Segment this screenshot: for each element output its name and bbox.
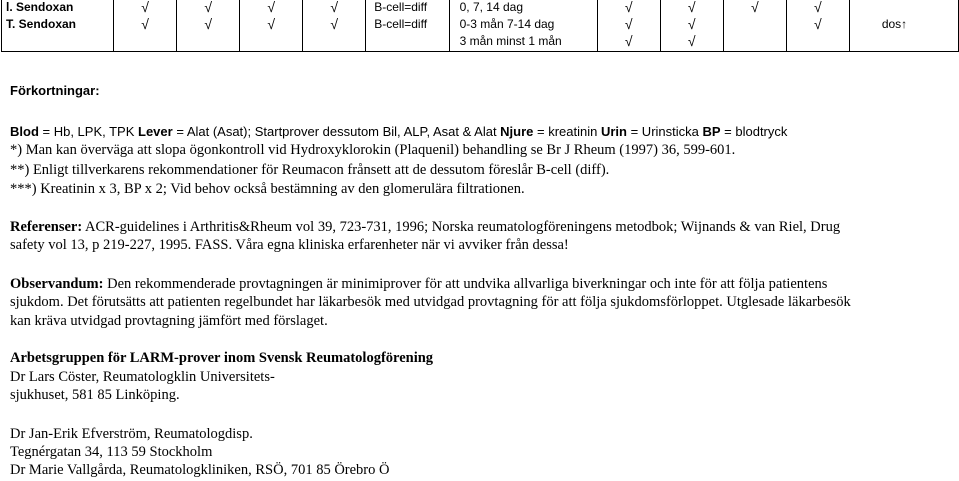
abbreviations-line	[10, 124, 787, 139]
check-cell: √	[660, 17, 723, 34]
footnote-line: *) Man kan överväga att slopa ögonkontroll vid Hydroxyklorokin (Plaquenil) behandling se Br J Rheum (1997) 36, 599-601.	[10, 142, 736, 158]
check-cell: √	[597, 34, 660, 52]
note-cell	[849, 0, 958, 17]
check-cell	[723, 34, 786, 52]
schedule-cell: 0, 7, 14 dag	[449, 0, 597, 17]
footnote-line: **) Enligt tillverkarens rekommendationer för Reumacon frånsett att de dessutom föreslår B-cell (diff).	[10, 162, 610, 178]
drug-cell: l. Sendoxan	[2, 0, 114, 17]
bcell-cell: B-cell=diff	[366, 0, 449, 17]
abbrev-text: = Alat (Asat); Startprover dessutom Bil, ALP, Asat & Alat	[172, 124, 501, 139]
check-cell: √	[660, 0, 723, 17]
check-cell	[786, 34, 849, 52]
observandum-label: Observandum:	[10, 276, 104, 292]
check-cell: √	[240, 17, 303, 34]
check-cell	[240, 34, 303, 52]
references-label: Referenser:	[10, 219, 83, 235]
footnote-line: ***) Kreatinin x 3, BP x 2; Vid behov också bestämning av den glomerulära filtrationen.	[10, 181, 525, 197]
check-cell: √	[114, 0, 177, 17]
abbrev-term: BP	[702, 124, 721, 139]
abbrev-term: Njure	[500, 124, 534, 139]
check-cell	[723, 17, 786, 34]
drug-cell	[2, 34, 114, 52]
check-cell: √	[786, 17, 849, 34]
table-row	[2, 34, 959, 52]
check-cell: √	[177, 17, 240, 34]
member-line: Tegnérgatan 34, 113 59 Stockholm	[10, 444, 213, 460]
monitoring-table	[1, 0, 959, 52]
check-cell: √	[660, 34, 723, 52]
check-cell: √	[303, 17, 366, 34]
observandum-line: kan kräva utvidgad provtagning jämfört med förslaget.	[10, 313, 328, 329]
check-cell	[114, 34, 177, 52]
abbrev-text: = Hb, LPK, TPK	[38, 124, 139, 139]
check-cell: √	[240, 0, 303, 17]
member-line: Dr Jan-Erik Efverström, Reumatologdisp.	[10, 426, 253, 442]
check-cell	[177, 34, 240, 52]
observandum-line: sjukdom. Det förutsätts att patienten regelbundet har läkarbesök med utvidgad provtagning för att följa sjukdomsförloppet. Utglesade läkarbesök	[10, 294, 851, 310]
references-text: ACR-guidelines i Arthritis&Rheum vol 39, 723-731, 1996; Norska reumatologföreningens metodbok; Wijnands & van Riel, Drug	[82, 219, 841, 235]
check-cell: √	[597, 17, 660, 34]
note-cell	[849, 34, 958, 52]
schedule-cell: 3 mån minst 1 mån	[449, 34, 597, 52]
abbrev-text: = blodtryck	[720, 124, 788, 139]
abbreviations-heading: Förkortningar:	[10, 83, 100, 98]
abbrev-term: Urin	[600, 124, 627, 139]
member-line: sjukhuset, 581 85 Linköping.	[10, 387, 180, 403]
schedule-cell: 0-3 mån 7-14 dag	[449, 17, 597, 34]
abbrev-term: Lever	[138, 124, 173, 139]
check-cell: √	[303, 0, 366, 17]
drug-cell: T. Sendoxan	[2, 17, 114, 34]
check-cell: √	[786, 0, 849, 17]
table-row	[2, 0, 959, 17]
abbrev-text: = Urinsticka	[626, 124, 703, 139]
check-cell	[303, 34, 366, 52]
references-line: safety vol 13, p 219-227, 1995. FASS. Våra egna kliniska erfarenheter när vi avviker från dessa!	[10, 237, 569, 253]
check-cell: √	[177, 0, 240, 17]
observandum-text: Den rekommenderade provtagningen är minimiprover för att undvika allvarliga biverkningar och inte för att följa patientens	[103, 276, 828, 292]
abbrev-term: Blod	[10, 124, 39, 139]
check-cell: √	[723, 0, 786, 17]
observandum-line	[10, 276, 827, 293]
references-line	[10, 219, 840, 236]
bcell-cell	[366, 34, 449, 52]
group-heading: Arbetsgruppen för LARM-prover inom Svensk Reumatologförening	[10, 350, 434, 366]
bcell-cell: B-cell=diff	[366, 17, 449, 34]
abbrev-text: = kreatinin	[533, 124, 601, 139]
table-row	[2, 17, 959, 34]
note-cell: dos↑	[849, 17, 958, 34]
check-cell: √	[114, 17, 177, 34]
member-line: Dr Lars Cöster, Reumatologklin Universitets-	[10, 369, 275, 385]
check-cell: √	[597, 0, 660, 17]
member-line: Dr Marie Vallgårda, Reumatologkliniken, RSÖ, 701 85 Örebro Ö	[10, 462, 390, 478]
